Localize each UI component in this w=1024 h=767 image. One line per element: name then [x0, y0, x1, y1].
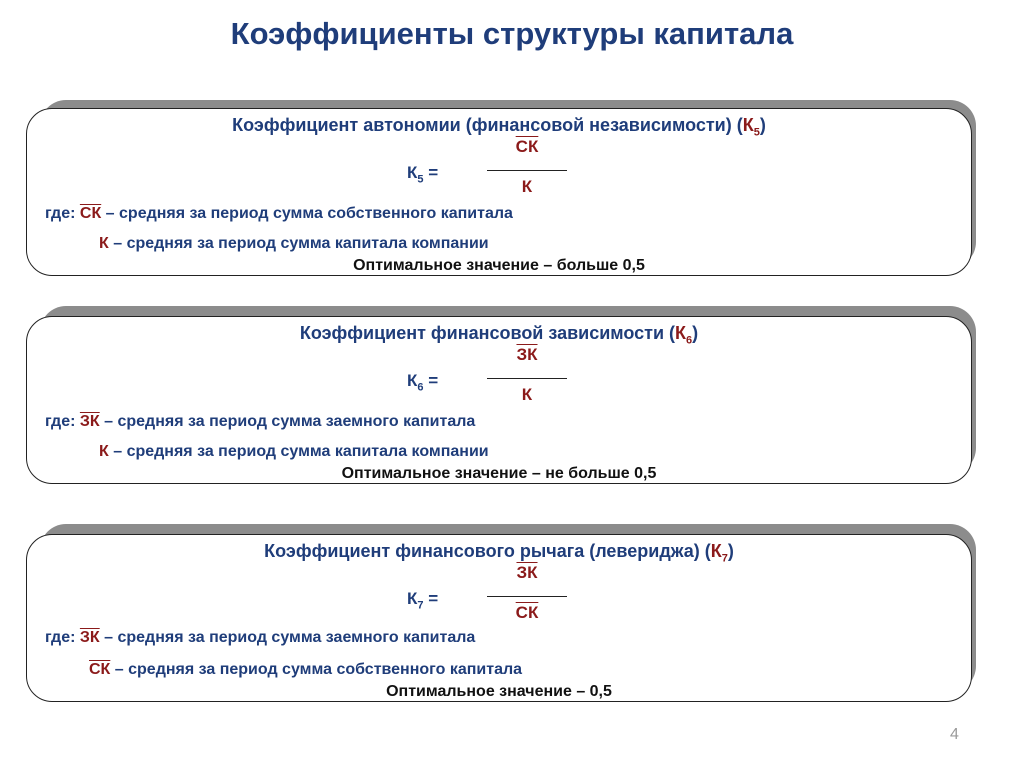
fraction-bar — [487, 596, 567, 597]
card-title-k: $К_7$ — [710, 541, 728, 565]
ratio-formula — [407, 345, 567, 411]
page-title: Коэффициенты структуры капитала — [230, 16, 794, 51]
definition-text: – средняя за период сумма собственного капитала — [114, 661, 523, 678]
card-title-close: ) — [727, 541, 734, 561]
card-title-text: Коэффициент финансового рычага (левериджа) ( — [264, 541, 711, 561]
definition-symbol: К — [99, 443, 109, 460]
card-title-k: $К_6$ — [675, 323, 693, 347]
definition-symbol: СК — [89, 661, 111, 678]
definition-text: – средняя за период сумма заемного капитала — [104, 629, 476, 646]
formula-lhs: $К_7$ = — [407, 589, 439, 612]
definition-line-2 — [99, 235, 489, 253]
optimal-value: Оптимальное значение – больше 0,5 — [353, 257, 645, 274]
definition-line-1 — [45, 629, 475, 647]
definition-symbol: К — [99, 235, 109, 252]
ratio-card-dependence — [26, 316, 972, 484]
formula-lhs: $К_6$ = — [407, 371, 439, 394]
formula-numerator: ЗК — [516, 563, 538, 582]
definition-text: – средняя за период сумма капитала компании — [113, 443, 489, 460]
optimal-value: Оптимальное значение – не больше 0,5 — [341, 465, 657, 482]
formula-numerator: СК — [515, 137, 539, 156]
card-title-text: Коэффициент автономии (финансовой независимости) ( — [232, 115, 743, 135]
page-number: 4 — [950, 726, 959, 743]
definition-line-1 — [45, 413, 475, 431]
definition-symbol: СК — [79, 205, 102, 222]
where-label: где: — [45, 413, 76, 430]
card-title-k: $К_5$ — [742, 115, 760, 139]
fraction-bar — [487, 170, 567, 171]
ratio-formula — [407, 137, 567, 203]
card-title — [27, 323, 971, 347]
formula-denominator: К — [521, 385, 533, 404]
definition-text: – средняя за период сумма капитала компании — [113, 235, 489, 252]
definition-text: – средняя за период сумма заемного капитала — [104, 413, 476, 430]
definition-line-2 — [99, 443, 489, 461]
where-label: где: — [45, 205, 76, 222]
ratio-formula — [407, 563, 567, 629]
card-title-close: ) — [759, 115, 766, 135]
ratio-card-leverage — [26, 534, 972, 702]
where-label: где: — [45, 629, 76, 646]
definition-symbol: ЗК — [79, 629, 100, 646]
definition-line-2 — [89, 661, 522, 679]
fraction-bar — [487, 378, 567, 379]
formula-numerator: ЗК — [516, 345, 538, 364]
definition-symbol: ЗК — [79, 413, 100, 430]
card-title-close: ) — [692, 323, 699, 343]
formula-denominator: К — [521, 177, 533, 196]
card-title-text: Коэффициент финансовой зависимости ( — [299, 323, 676, 343]
formula-lhs: $К_5$ = — [407, 163, 439, 186]
definition-text: – средняя за период сумма собственного капитала — [105, 205, 513, 222]
card-title — [27, 541, 971, 565]
optimal-value: Оптимальное значение – 0,5 — [386, 683, 612, 700]
ratio-card-autonomy — [26, 108, 972, 276]
card-title — [27, 115, 971, 139]
definition-line-1 — [45, 205, 513, 223]
formula-denominator: СК — [515, 603, 539, 622]
